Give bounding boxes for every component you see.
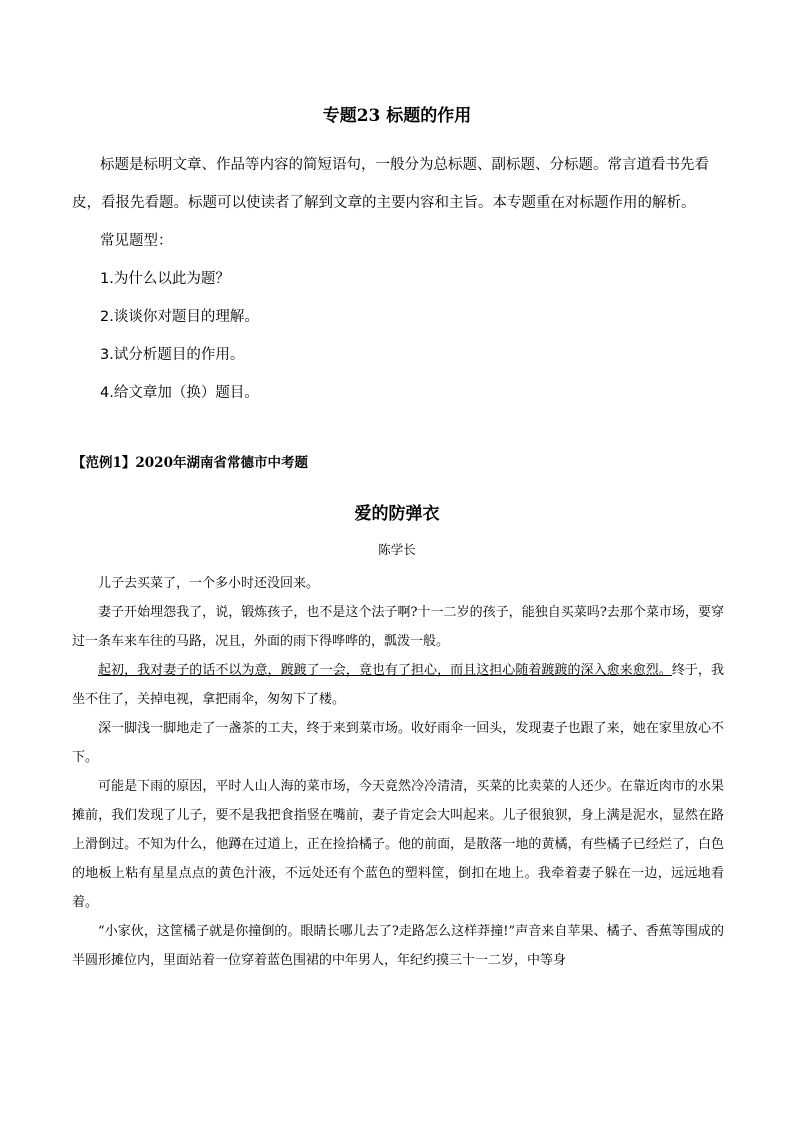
article-title: 爱的防弹衣 bbox=[354, 504, 440, 524]
article-paragraph: 儿子去买菜了，一个多小时还没回来。 bbox=[98, 576, 320, 591]
article-paragraph: “小家伙，这筐橘子就是你撞倒的。眼睛长哪儿去了?走路怎么这样莽撞!”声音来自苹果、橘子、香蕉等围成的半圆形摊位内，里面站着一位穿着蓝色围裙的中年男人，年纪约摸三十一二岁，中等身 bbox=[72, 924, 724, 968]
question-type-item: 2.谈谈你对题目的理解。 bbox=[100, 309, 259, 325]
intro-paragraph: 标题是标明文章、作品等内容的简短语句，一般分为总标题、副标题、分标题。常言道看书先看皮，看报先看题。标题可以使读者了解到文章的主要内容和主旨。本专题重在对标题作用的解析。 bbox=[72, 157, 709, 211]
article-body bbox=[72, 569, 724, 975]
article-author: 陈学长 bbox=[378, 542, 416, 557]
page-title: 专题23 标题的作用 bbox=[322, 106, 472, 126]
intro-section bbox=[72, 146, 732, 412]
example-label: 【范例1】2020年湖南省常德市中考题 bbox=[72, 455, 308, 471]
question-types-heading: 常见题型： bbox=[100, 233, 173, 249]
article-paragraph-underlined bbox=[72, 656, 724, 714]
question-type-item: 1.为什么以此为题？ bbox=[100, 271, 230, 287]
article-paragraph: 妻子开始埋怨我了，说，锻炼孩子，也不是这个法子啊?十一二岁的孩子，能独自买菜吗?去那个菜市场，要穿过一条车来车往的马路，况且，外面的雨下得哗哗的，瓢泼一般。 bbox=[72, 605, 724, 649]
question-type-item: 3.试分析题目的作用。 bbox=[100, 347, 245, 363]
article-paragraph: 深一脚浅一脚地走了一盏茶的工夫，终于来到菜市场。收好雨伞一回头，发现妻子也跟了来，她在家里放心不下。 bbox=[72, 721, 724, 765]
underlined-sentence: 起初，我对妻子的话不以为意，踱踱了一会，竟也有了担心，而且这担心随着踱踱的深入愈来愈烈。 bbox=[98, 663, 672, 678]
article-paragraph: 可能是下雨的原因，平时人山人海的菜市场，今天竟然冷冷清清，买菜的比卖菜的人还少。在靠近肉市的水果摊前，我们发现了儿子，要不是我把食指竖在嘴前，妻子肯定会大叫起来。儿子很狼狈，身上满是泥水，显然在路上滑倒过。不知为什么，他蹲在过道上，正在捡拾橘子。他的前面，是散落一地的黄橘，有些橘子已经烂了，白色的地板上粘有星星点点的黄色汁液，不远处还有个蓝色的塑料筐，倒扣在地上。我牵着妻子躲在一边，远远地看着。 bbox=[72, 779, 724, 910]
question-type-item: 4.给文章加（换）题目。 bbox=[100, 385, 259, 401]
article-sentence: 终于，我坐不住了，关掉电视，拿把雨伞，匆匆下了楼。 bbox=[72, 663, 724, 707]
